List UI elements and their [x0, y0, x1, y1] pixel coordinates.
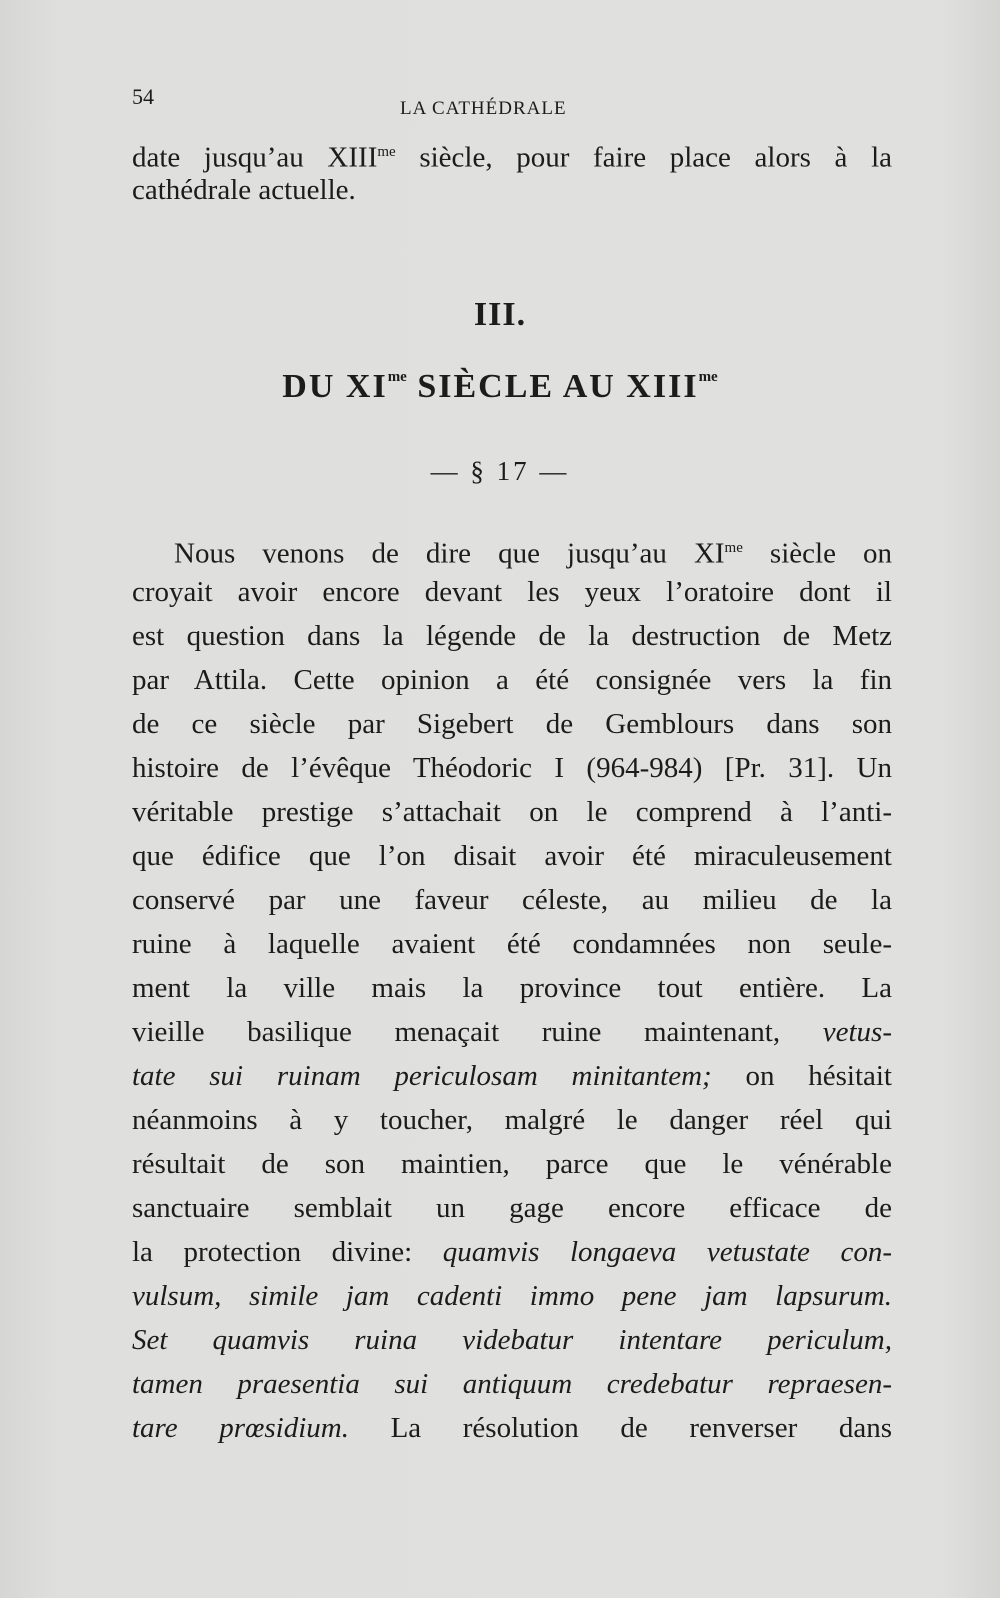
text-line: véritable prestige s’attachait on le comprend à l’anti- — [132, 796, 892, 828]
paragraph-marker: — § 17 — — [430, 456, 570, 486]
text-line: tamen praesentia sui antiquum credebatur repraesen- — [132, 1368, 892, 1400]
text-line: date jusqu’au $XIII^{me}$ siècle, pour faire place alors à la — [132, 141, 892, 174]
text-line: résultait de son maintien, parce que le vénérable — [132, 1148, 892, 1180]
text-line: est question dans la légende de la destruction de Metz — [132, 620, 892, 652]
text-line: que édifice que l’on disait avoir été miraculeusement — [132, 840, 892, 872]
text-line: néanmoins à y toucher, malgré le danger réel qui — [132, 1104, 892, 1136]
section-title: DU $XI^{me}$ SIÈCLE AU $XIII^{me}$ — [282, 368, 718, 405]
text-line: sanctuaire semblait un gage encore efficace de — [132, 1192, 892, 1224]
page-number: 54 — [132, 84, 154, 109]
running-head — [132, 84, 892, 124]
section-numeral: III. — [473, 296, 527, 333]
text-line: Nous venons de dire que jusqu’au $XI^{me}$ siècle on — [174, 537, 893, 570]
text-line: vulsum, simile jam cadenti immo pene jam lapsurum. — [132, 1280, 892, 1312]
text-line: par Attila. Cette opinion a été consignée vers la fin — [132, 664, 892, 696]
text-line: la protection divine: quamvis longaeva vetustate con- — [132, 1236, 893, 1268]
text-line: de ce siècle par Sigebert de Gemblours dans son — [132, 708, 892, 740]
text-line: tare prœsidium. La résolution de renverser dans — [132, 1412, 892, 1444]
text-line: Set quamvis ruina videbatur intentare periculum, — [132, 1324, 892, 1356]
text-line: ruine à laquelle avaient été condamnées non seule- — [132, 928, 892, 960]
text-line: croyait avoir encore devant les yeux l’oratoire dont il — [132, 576, 892, 608]
text-line: histoire de l’évêque Théodoric I (964-984) [Pr. 31]. Un — [132, 752, 892, 784]
running-title: LA CATHÉDRALE — [400, 98, 567, 119]
text-line: conservé par une faveur céleste, au milieu de la — [132, 884, 892, 916]
text-line: cathédrale actuelle. — [132, 174, 356, 206]
text-line: vieille basilique menaçait ruine maintenant, vetus- — [132, 1016, 892, 1048]
text-line: tate sui ruinam periculosam minitantem; on hésitait — [132, 1060, 892, 1092]
text-line: ment la ville mais la province tout entière. La — [132, 972, 892, 1004]
